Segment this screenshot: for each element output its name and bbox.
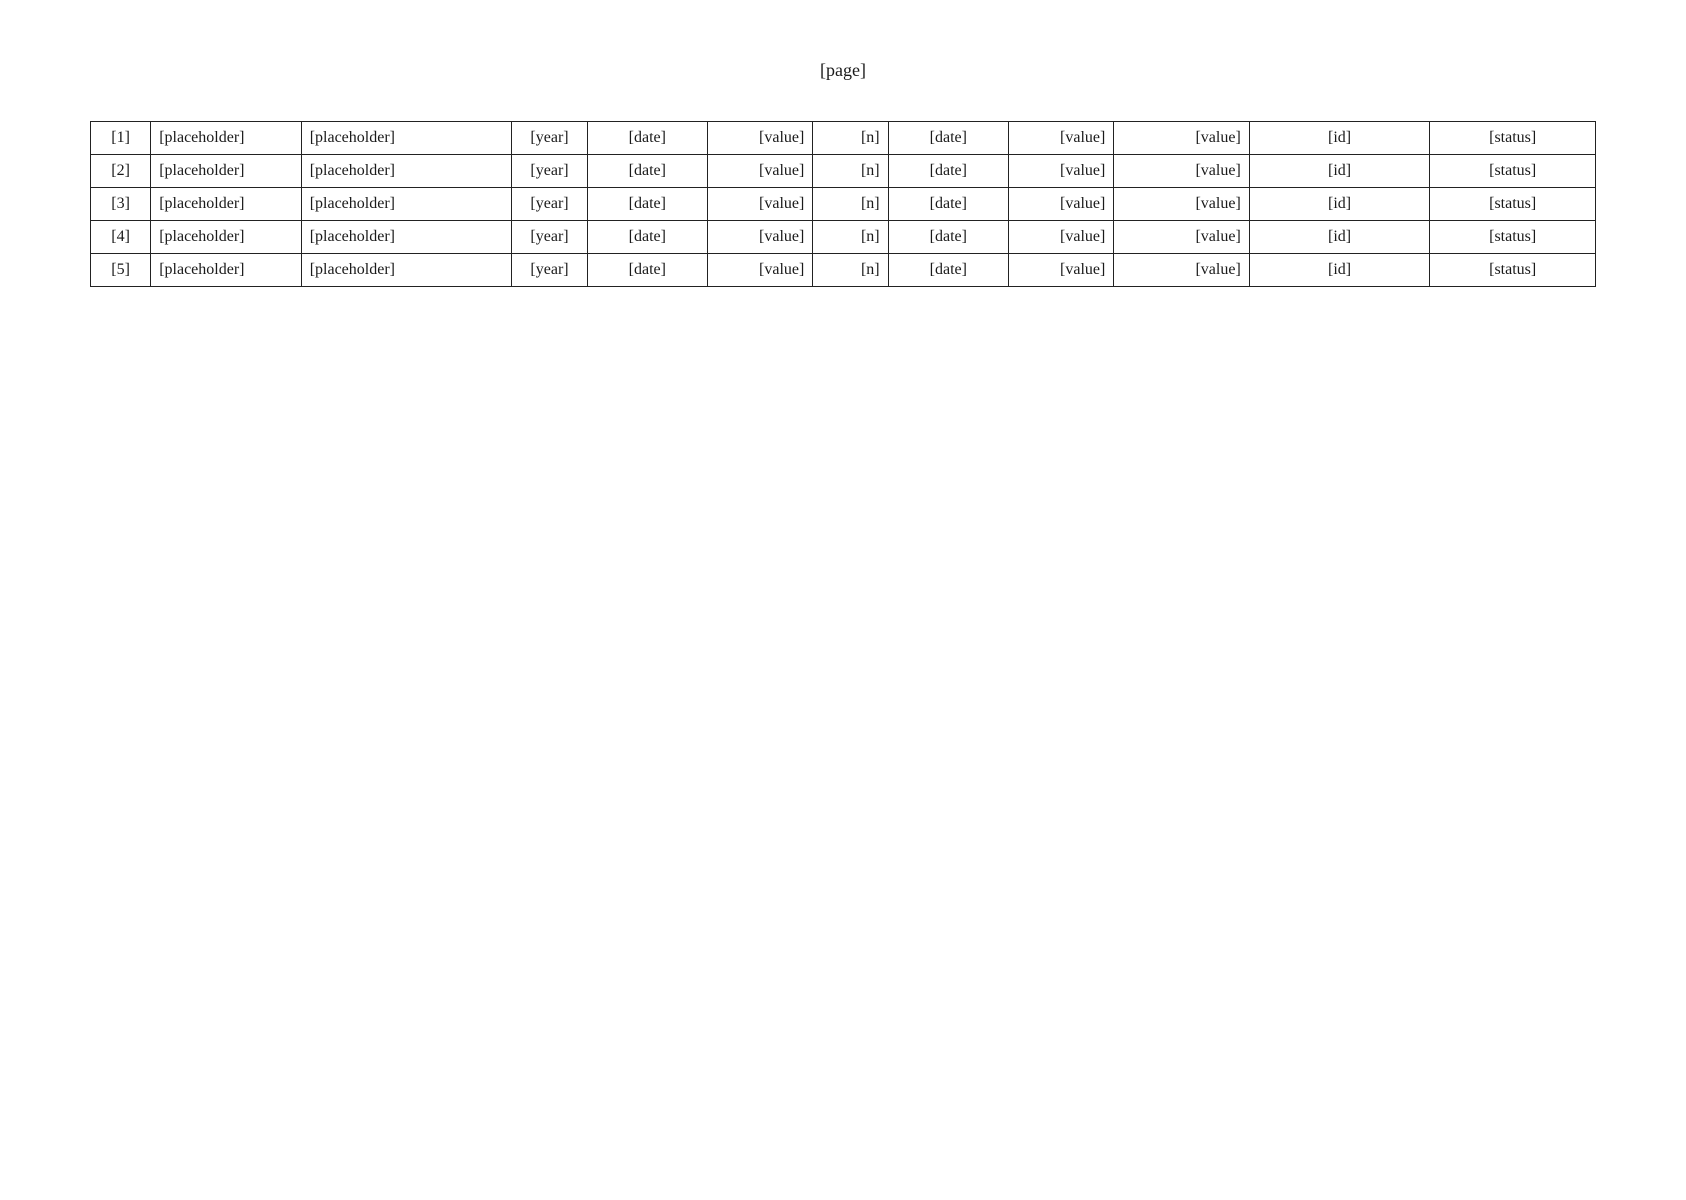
- table-cell: [value]: [1009, 155, 1114, 188]
- table-cell: [placeholder]: [301, 155, 512, 188]
- table-cell: [placeholder]: [151, 155, 302, 188]
- table-cell: [date]: [587, 221, 707, 254]
- table-cell: [value]: [1009, 188, 1114, 221]
- table-cell: [value]: [708, 122, 813, 155]
- table-cell: [placeholder]: [151, 188, 302, 221]
- table-cell: [status]: [1430, 188, 1596, 221]
- table-body: [91, 122, 1596, 287]
- table-cell: [date]: [587, 155, 707, 188]
- table-cell: [n]: [813, 188, 888, 221]
- table-cell: [year]: [512, 155, 587, 188]
- table-cell: [1]: [91, 122, 151, 155]
- table-row: [91, 155, 1596, 188]
- table-cell: [date]: [587, 254, 707, 287]
- table-cell: [id]: [1249, 254, 1430, 287]
- table-cell: [id]: [1249, 155, 1430, 188]
- table-cell: [placeholder]: [301, 188, 512, 221]
- data-table: [90, 121, 1596, 287]
- table-cell: [value]: [708, 221, 813, 254]
- table-cell: [year]: [512, 254, 587, 287]
- table-cell: [id]: [1249, 188, 1430, 221]
- table-cell: [n]: [813, 122, 888, 155]
- table-cell: [placeholder]: [301, 122, 512, 155]
- table-cell: [status]: [1430, 221, 1596, 254]
- table-cell: [date]: [888, 155, 1008, 188]
- table-cell: [2]: [91, 155, 151, 188]
- table-cell: [n]: [813, 254, 888, 287]
- table-cell: [date]: [587, 122, 707, 155]
- table-cell: [value]: [708, 254, 813, 287]
- table-cell: [value]: [1009, 221, 1114, 254]
- table-cell: [status]: [1430, 155, 1596, 188]
- table-cell: [value]: [1009, 122, 1114, 155]
- table-cell: [value]: [1114, 155, 1249, 188]
- table-cell: [placeholder]: [151, 221, 302, 254]
- table-row: [91, 221, 1596, 254]
- table-row: [91, 188, 1596, 221]
- table-cell: [value]: [1114, 122, 1249, 155]
- table-cell: [status]: [1430, 122, 1596, 155]
- table-cell: [placeholder]: [151, 122, 302, 155]
- table-cell: [5]: [91, 254, 151, 287]
- page-number: [page]: [820, 60, 866, 80]
- table-cell: [value]: [708, 155, 813, 188]
- table-row: [91, 122, 1596, 155]
- table-cell: [id]: [1249, 122, 1430, 155]
- table-cell: [value]: [1009, 254, 1114, 287]
- table-cell: [date]: [888, 188, 1008, 221]
- table-cell: [year]: [512, 221, 587, 254]
- table-cell: [n]: [813, 221, 888, 254]
- table-cell: [value]: [1114, 188, 1249, 221]
- table-cell: [year]: [512, 188, 587, 221]
- table-cell: [placeholder]: [151, 254, 302, 287]
- table-cell: [id]: [1249, 221, 1430, 254]
- table-cell: [4]: [91, 221, 151, 254]
- table-cell: [status]: [1430, 254, 1596, 287]
- table-cell: [placeholder]: [301, 254, 512, 287]
- table-cell: [date]: [888, 122, 1008, 155]
- table-cell: [date]: [888, 254, 1008, 287]
- table-cell: [3]: [91, 188, 151, 221]
- table-cell: [value]: [1114, 221, 1249, 254]
- table-cell: [date]: [888, 221, 1008, 254]
- table-cell: [year]: [512, 122, 587, 155]
- table-cell: [value]: [1114, 254, 1249, 287]
- table-cell: [placeholder]: [301, 221, 512, 254]
- table-cell: [date]: [587, 188, 707, 221]
- table-row: [91, 254, 1596, 287]
- table-cell: [value]: [708, 188, 813, 221]
- table-cell: [n]: [813, 155, 888, 188]
